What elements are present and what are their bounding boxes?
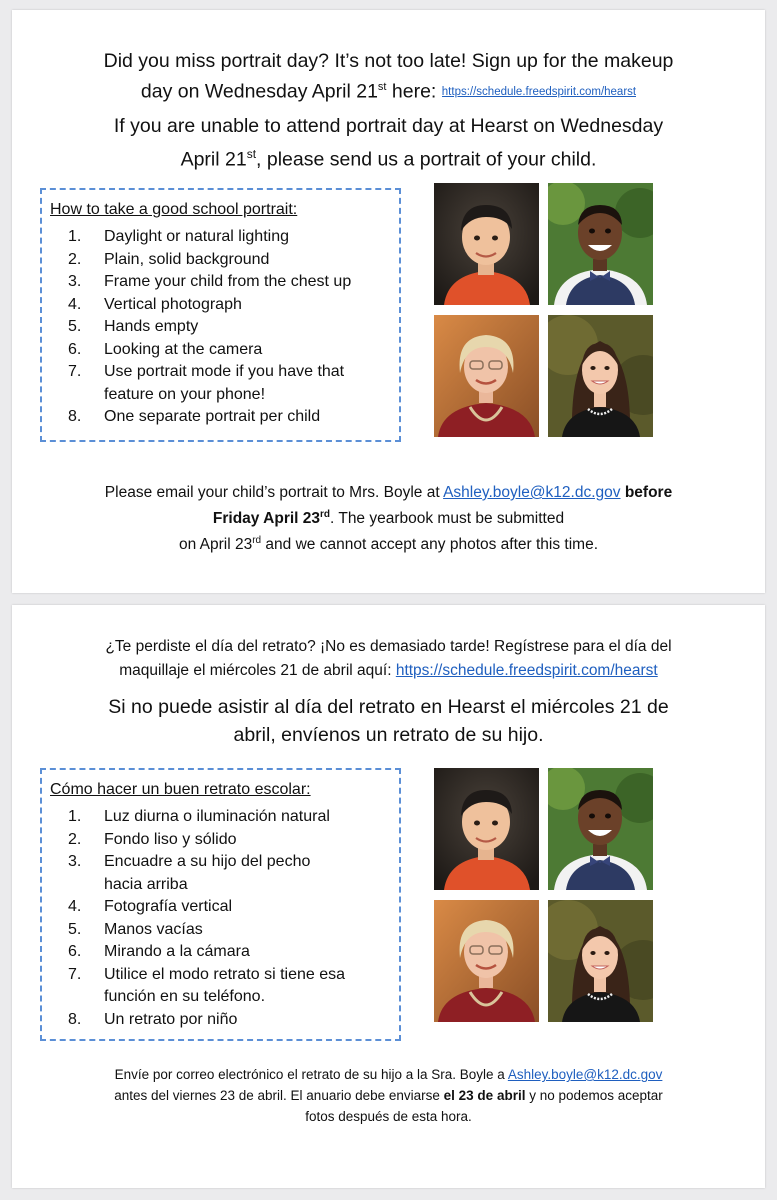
tip-item — [50, 316, 393, 339]
tip-item — [50, 226, 393, 249]
example-portrait-smiling-boy — [548, 183, 653, 305]
tip-number: 5. — [68, 318, 82, 335]
example-portrait-older-woman — [434, 900, 539, 1022]
tip-item — [50, 249, 393, 272]
intro-line-2-es: maquillaje el miércoles 21 de abril aquí: https://schedule.freedspirit.com/hearst — [119, 662, 658, 679]
tip-item — [50, 851, 393, 896]
example-portrait-smiling-boy — [548, 768, 653, 890]
tip-text: Fotografía vertical — [104, 898, 233, 915]
tip-number: 2. — [68, 250, 82, 268]
tip-number: 4. — [68, 295, 82, 313]
tip-number: 1. — [68, 808, 82, 825]
tip-text: Daylight or natural lighting — [104, 228, 289, 245]
tip-item — [50, 339, 393, 362]
tip-item — [50, 896, 393, 919]
tip-text: feature on your phone! — [104, 385, 266, 403]
tip-text: Hands empty — [104, 318, 199, 335]
tips-title-es: Cómo hacer un buen retrato escolar: — [50, 781, 311, 798]
portrait-tips-box-es — [40, 768, 401, 1041]
unable-line-1: If you are unable to attend portrait day at Hearst on Wednesday — [113, 115, 664, 137]
tip-number: 8. — [68, 1010, 82, 1028]
tip-number: 5. — [68, 920, 82, 938]
footer-line-1: Please email your child’s portrait to Mrs. Boyle at Ashley.boyle@k12.dc.gov before — [104, 484, 673, 501]
intro-line-2: day on Wednesday April 21st here: https://schedule.freedspirit.com/hearst — [140, 80, 637, 103]
tip-text: Use portrait mode if you have that — [104, 363, 345, 380]
unable-to-attend-text-es — [12, 693, 765, 749]
tip-item — [50, 806, 393, 829]
example-portrait-boy — [434, 768, 539, 890]
tip-text: Un retrato por niño — [104, 1010, 238, 1028]
tip-text: Utilice el modo retrato si tiene esa — [104, 965, 345, 983]
tip-text: Luz diurna o iluminación natural — [104, 808, 330, 825]
portrait-tips-box — [40, 188, 401, 442]
tips-list — [50, 226, 393, 429]
tip-text: One separate portrait per child — [104, 408, 321, 425]
tip-number: 3. — [68, 853, 82, 870]
tip-item — [50, 294, 393, 317]
tip-text: Plain, solid background — [104, 250, 270, 268]
unable-line-1-es: Si no puede asistir al día del retrato en Hearst el miércoles 21 de — [108, 696, 669, 718]
tip-item — [50, 829, 393, 852]
tip-number: 1. — [68, 228, 82, 245]
signup-link-es[interactable]: https://schedule.freedspirit.com/hearst — [395, 662, 658, 679]
example-portraits — [434, 183, 654, 447]
tip-number: 6. — [68, 340, 82, 358]
signup-link[interactable]: https://schedule.freedspirit.com/hearst — [441, 85, 637, 98]
intro-line-1-es: ¿Te perdiste el día del retrato? ¡No es demasiado tarde! Regístrese para el día del — [105, 638, 672, 655]
tip-number: 7. — [68, 965, 82, 983]
tip-text: Encuadre a su hijo del pecho — [104, 853, 311, 870]
spanish-flyer — [12, 605, 765, 1188]
example-portraits-es — [434, 768, 654, 1032]
footer-line-3-es: fotos después de esta hora. — [305, 1109, 472, 1124]
email-instructions-es — [12, 1064, 765, 1127]
example-portrait-boy — [434, 183, 539, 305]
tip-number: 7. — [68, 363, 82, 380]
footer-line-3: on April 23rd and we cannot accept any photos after this time. — [178, 535, 599, 554]
tip-number: 8. — [68, 408, 82, 425]
intro-line-1: Did you miss portrait day? It’s not too late! Sign up for the makeup — [103, 50, 674, 72]
tip-item — [50, 406, 393, 429]
tip-item — [50, 361, 393, 406]
tip-text: Mirando a la cámara — [104, 943, 250, 960]
footer-line-1-es: Envíe por correo electrónico el retrato de su hijo a la Sra. Boyle a Ashley.boyle@k12.dc.gov — [114, 1067, 663, 1082]
tip-text: función en su teléfono. — [104, 988, 266, 1005]
footer-line-2-es: antes del viernes 23 de abril. El anuario debe enviarse el 23 de abril y no podemos aceptar — [114, 1088, 663, 1103]
example-portrait-young-woman — [548, 900, 653, 1022]
tips-title: How to take a good school portrait: — [50, 201, 298, 218]
tips-list-es — [50, 806, 393, 1031]
makeup-day-intro — [12, 48, 765, 105]
footer-line-2: Friday April 23rd. The yearbook must be submitted — [212, 509, 565, 528]
makeup-day-intro-es — [12, 635, 765, 683]
tip-item — [50, 964, 393, 1009]
unable-line-2: April 21st, please send us a portrait of your child. — [180, 147, 597, 171]
tip-number: 2. — [68, 830, 82, 848]
email-link[interactable]: Ashley.boyle@k12.dc.gov — [443, 484, 621, 501]
tip-item — [50, 941, 393, 964]
unable-line-2-es: abril, envíenos un retrato de su hijo. — [233, 724, 544, 746]
tip-text: hacia arriba — [104, 875, 188, 893]
tip-text: Frame your child from the chest up — [104, 273, 352, 290]
example-portrait-older-woman — [434, 315, 539, 437]
english-flyer — [12, 10, 765, 593]
tip-text: Manos vacías — [104, 920, 203, 938]
tip-item — [50, 919, 393, 942]
tip-number: 3. — [68, 273, 82, 290]
email-link-es[interactable]: Ashley.boyle@k12.dc.gov — [507, 1067, 663, 1082]
tip-number: 6. — [68, 943, 82, 960]
tip-text: Fondo liso y sólido — [104, 830, 237, 848]
example-portrait-young-woman — [548, 315, 653, 437]
tip-item — [50, 271, 393, 294]
tip-text: Looking at the camera — [104, 340, 263, 358]
unable-to-attend-text — [12, 112, 765, 174]
tip-text: Vertical photograph — [104, 295, 242, 313]
tip-number: 4. — [68, 898, 82, 915]
tip-item — [50, 1009, 393, 1032]
email-instructions — [12, 482, 765, 556]
